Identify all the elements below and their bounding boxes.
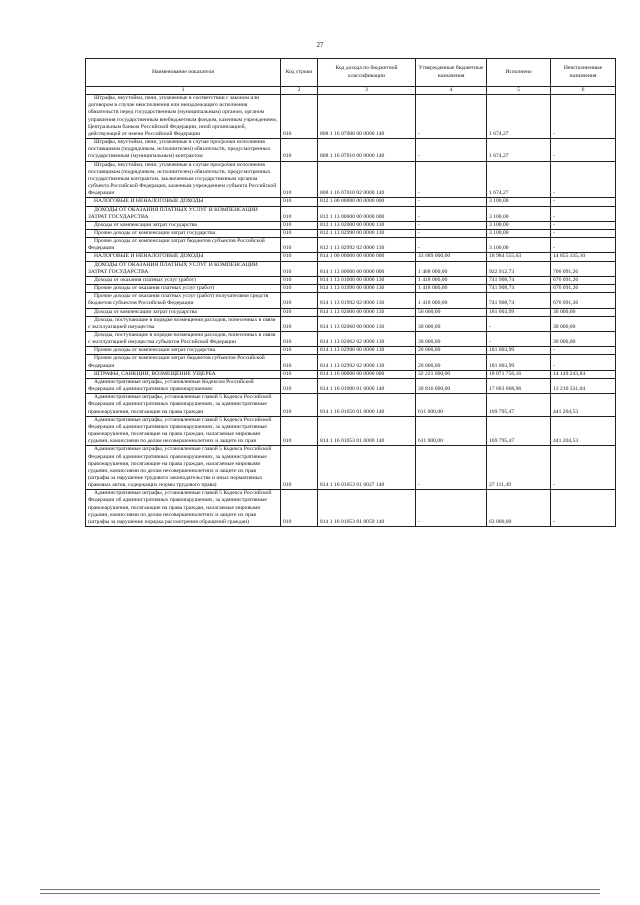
indicator-name-cell: Административные штрафы, установленные главой 5 Кодекса Российской Федерации об административных правонарушениях, за административные правонарушения, посягающие на права граждан xyxy=(86,394,281,416)
unexecuted-amount-cell: - xyxy=(551,347,616,355)
indicator-name-cell: Прочие доходы от оказания платных услуг (работ) получателями средств бюджетов субъектов Российской Федерации xyxy=(86,293,281,308)
executed-amount-cell: 741 908,74 xyxy=(487,285,551,293)
column-index: 2 xyxy=(281,87,318,95)
executed-amount-cell: 169 795,47 xyxy=(487,394,551,416)
approved-amount-cell: - xyxy=(416,139,487,161)
approved-amount-cell: 50 000,00 xyxy=(416,308,487,316)
executed-amount-cell: 3 100,00 xyxy=(487,238,551,253)
approved-amount-cell: 611 000,00 xyxy=(416,416,487,446)
table-row xyxy=(86,355,616,370)
table-row xyxy=(86,95,616,139)
indicator-name-cell: Административные штрафы, установленные главой 5 Кодекса Российской Федерации об административных правонарушениях, за административные правонарушения, посягающие на права граждан, налагаемые мировыми судьями, комиссиями по делам несовершеннолетних и защите их прав xyxy=(86,416,281,446)
approved-amount-cell: - xyxy=(416,198,487,206)
unexecuted-amount-cell: - xyxy=(551,490,616,527)
line-code-cell: 010 xyxy=(281,316,318,331)
line-code-cell: 010 xyxy=(281,490,318,527)
unexecuted-amount-cell: - xyxy=(551,221,616,229)
approved-amount-cell: 30 816 000,00 xyxy=(416,378,487,393)
income-code-cell: 814 1 16 01053 01 0000 140 xyxy=(318,416,416,446)
indicator-name-cell: Прочие доходы от компенсации затрат бюджетов субъектов Российской Федерации xyxy=(86,355,281,370)
line-code-cell: 010 xyxy=(281,229,318,237)
column-index: 5 xyxy=(487,87,551,95)
executed-amount-cell: 169 795,47 xyxy=(487,416,551,446)
line-code-cell: 010 xyxy=(281,332,318,347)
approved-amount-cell: - xyxy=(416,221,487,229)
unexecuted-amount-cell: 30 000,00 xyxy=(551,316,616,331)
line-code-cell: 010 xyxy=(281,347,318,355)
executed-amount-cell: 922 912,73 xyxy=(487,261,551,276)
executed-amount-cell: 18 984 555,03 xyxy=(487,253,551,261)
indicator-name-cell: Прочие доходы от компенсации затрат бюджетов субъектов Российской Федерации xyxy=(86,238,281,253)
line-code-cell: 010 xyxy=(281,238,318,253)
indicator-name-cell: ДОХОДЫ ОТ ОКАЗАНИЯ ПЛАТНЫХ УСЛУГ И КОМПЕНСАЦИИ ЗАТРАТ ГОСУДАРСТВА xyxy=(86,206,281,221)
approved-amount-cell: 1 418 000,00 xyxy=(416,276,487,284)
indicator-name-cell: Доходы, поступающие в порядке возмещения расходов, понесенных в связи с эксплуатацией имущества xyxy=(86,316,281,331)
income-code-cell: 814 1 16 01050 01 0000 140 xyxy=(318,394,416,416)
income-code-cell: 812 1 00 00000 00 0000 000 xyxy=(318,198,416,206)
table-row xyxy=(86,276,616,284)
unexecuted-amount-cell: 676 091,26 xyxy=(551,293,616,308)
table-row xyxy=(86,394,616,416)
line-code-cell: 010 xyxy=(281,161,318,198)
line-code-cell: 010 xyxy=(281,293,318,308)
table-header xyxy=(86,59,616,95)
bottom-rule xyxy=(40,893,600,894)
column-index: 3 xyxy=(318,87,416,95)
table-row xyxy=(86,221,616,229)
table-row xyxy=(86,347,616,355)
unexecuted-amount-cell: - xyxy=(551,229,616,237)
income-code-cell: 814 1 13 01992 02 0000 130 xyxy=(318,293,416,308)
page-number: 27 xyxy=(316,41,324,49)
approved-amount-cell: - xyxy=(416,95,487,139)
table-row xyxy=(86,229,616,237)
approved-amount-cell: 1 418 000,00 xyxy=(416,285,487,293)
unexecuted-amount-cell: 441 204,53 xyxy=(551,416,616,446)
approved-amount-cell: 20 000,00 xyxy=(416,355,487,370)
income-code-cell: 814 1 13 02062 02 0000 130 xyxy=(318,332,416,347)
approved-amount-cell: - xyxy=(416,161,487,198)
table-body xyxy=(86,95,616,527)
table-row xyxy=(86,308,616,316)
income-code-cell: 814 1 13 02000 00 0000 130 xyxy=(318,308,416,316)
approved-amount-cell: - xyxy=(416,238,487,253)
income-code-cell: 814 1 13 01990 00 0000 130 xyxy=(318,285,416,293)
unexecuted-amount-cell: - xyxy=(551,355,616,370)
unexecuted-amount-cell: 441 204,53 xyxy=(551,394,616,416)
unexecuted-amount-cell: - xyxy=(551,198,616,206)
table-row xyxy=(86,293,616,308)
header-income-code: Код дохода по бюджетной классификации xyxy=(318,59,416,87)
line-code-cell: 010 xyxy=(281,198,318,206)
approved-amount-cell: - xyxy=(416,446,487,490)
unexecuted-amount-cell: 14 149 243,84 xyxy=(551,370,616,378)
income-code-cell: 814 1 00 00000 00 0000 000 xyxy=(318,253,416,261)
executed-amount-cell: 1 674,27 xyxy=(487,161,551,198)
indicator-name-cell: Административные штрафы, установленные главой 5 Кодекса Российской Федерации об административных правонарушениях, за административные правонарушения, посягающие на права граждан, налагаемые мировыми судьями, комиссиями по делам несовершеннолетних и защите их прав (штрафы за нарушение порядка рассмотрения обращений граждан) xyxy=(86,490,281,527)
income-code-cell: 814 1 16 01053 01 0027 140 xyxy=(318,446,416,490)
income-code-cell: 814 1 13 00000 00 0000 000 xyxy=(318,261,416,276)
approved-amount-cell: 30 000,00 xyxy=(416,332,487,347)
executed-amount-cell: 63 000,00 xyxy=(487,490,551,527)
income-code-cell: 808 1 16 07010 02 0000 140 xyxy=(318,161,416,198)
approved-amount-cell: 33 689 000,00 xyxy=(416,253,487,261)
table-row xyxy=(86,206,616,221)
approved-amount-cell: 20 000,00 xyxy=(416,347,487,355)
executed-amount-cell: 18 071 756,16 xyxy=(487,370,551,378)
table-row xyxy=(86,370,616,378)
table-row xyxy=(86,446,616,490)
executed-amount-cell: 3 100,00 xyxy=(487,198,551,206)
column-index: 6 xyxy=(551,87,616,95)
line-code-cell: 010 xyxy=(281,253,318,261)
approved-amount-cell: 32 221 000,00 xyxy=(416,370,487,378)
column-index: 1 xyxy=(86,87,281,95)
executed-amount-cell: 741 908,74 xyxy=(487,293,551,308)
indicator-name-cell: Прочие доходы от компенсации затрат государства xyxy=(86,229,281,237)
table-row xyxy=(86,261,616,276)
unexecuted-amount-cell: - xyxy=(551,139,616,161)
line-code-cell: 010 xyxy=(281,285,318,293)
executed-amount-cell: 181 003,99 xyxy=(487,355,551,370)
table-row xyxy=(86,161,616,198)
approved-amount-cell: 1 468 000,00 xyxy=(416,261,487,276)
income-code-cell: 814 1 13 02060 00 0000 130 xyxy=(318,316,416,331)
bottom-rule xyxy=(40,889,600,890)
table-row xyxy=(86,332,616,347)
header-row xyxy=(86,59,616,87)
header-line-code: Код строки xyxy=(281,59,318,87)
indicator-name-cell: Штрафы, неустойки, пени, уплаченные в случае просрочки исполнения поставщиком (подрядчиком, исполнителем) обязательств, предусмотренных государственным контрактом, заключенным государственным органом субъекта Российской Федерации, казенным учреждением субъекта Российской Федерации xyxy=(86,161,281,198)
header-unexecuted: Неисполненные назначения xyxy=(551,59,616,87)
unexecuted-amount-cell: 706 091,26 xyxy=(551,261,616,276)
unexecuted-amount-cell: 30 000,00 xyxy=(551,308,616,316)
executed-amount-cell: 741 908,74 xyxy=(487,276,551,284)
income-code-cell: 808 1 16 07010 00 0000 140 xyxy=(318,139,416,161)
table-row xyxy=(86,253,616,261)
executed-amount-cell: 181 003,99 xyxy=(487,308,551,316)
income-code-cell: 808 1 16 07000 00 0000 140 xyxy=(318,95,416,139)
table-row xyxy=(86,378,616,393)
line-code-cell: 010 xyxy=(281,308,318,316)
table-row xyxy=(86,139,616,161)
indicator-name-cell: НАЛОГОВЫЕ И НЕНАЛОГОВЫЕ ДОХОДЫ xyxy=(86,198,281,206)
line-code-cell: 010 xyxy=(281,355,318,370)
table-row xyxy=(86,416,616,446)
line-code-cell: 010 xyxy=(281,95,318,139)
unexecuted-amount-cell: 676 091,26 xyxy=(551,276,616,284)
executed-amount-cell: 1 674,27 xyxy=(487,139,551,161)
header-approved: Утвержденные бюджетные назначения xyxy=(416,59,487,87)
indicator-name-cell: Доходы от компенсации затрат государства xyxy=(86,221,281,229)
unexecuted-amount-cell: - xyxy=(551,446,616,490)
header-executed: Исполнено xyxy=(487,59,551,87)
income-code-cell: 814 1 13 02990 00 0000 130 xyxy=(318,347,416,355)
indicator-name-cell: Доходы от оказания платных услуг (работ) xyxy=(86,276,281,284)
approved-amount-cell: 611 000,00 xyxy=(416,394,487,416)
income-code-cell: 814 1 16 01000 01 0000 140 xyxy=(318,378,416,393)
income-code-cell: 814 1 16 01053 01 0059 140 xyxy=(318,490,416,527)
line-code-cell: 010 xyxy=(281,261,318,276)
indicator-name-cell: Административные штрафы, установленные главой 5 Кодекса Российской Федерации об административных правонарушениях, за административные правонарушения, посягающие на права граждан, налагаемые мировыми судьями, комиссиями по делам несовершеннолетних и защите их прав (штрафы за нарушение трудового законодательства и иных нормативных правовых актов, содержащих нормы трудового права) xyxy=(86,446,281,490)
line-code-cell: 010 xyxy=(281,378,318,393)
income-code-cell: 812 1 13 02990 00 0000 130 xyxy=(318,229,416,237)
unexecuted-amount-cell: - xyxy=(551,161,616,198)
line-code-cell: 010 xyxy=(281,370,318,378)
line-code-cell: 010 xyxy=(281,446,318,490)
column-index-row xyxy=(86,87,616,95)
unexecuted-amount-cell: - xyxy=(551,95,616,139)
approved-amount-cell: - xyxy=(416,206,487,221)
executed-amount-cell: 3 100,00 xyxy=(487,206,551,221)
line-code-cell: 010 xyxy=(281,221,318,229)
income-code-cell: 812 1 13 02992 02 0000 130 xyxy=(318,238,416,253)
executed-amount-cell: 17 603 668,96 xyxy=(487,378,551,393)
unexecuted-amount-cell: 14 855 335,10 xyxy=(551,253,616,261)
line-code-cell: 010 xyxy=(281,206,318,221)
indicator-name-cell: Прочие доходы от компенсации затрат государства xyxy=(86,347,281,355)
unexecuted-amount-cell: - xyxy=(551,238,616,253)
unexecuted-amount-cell: 30 000,00 xyxy=(551,332,616,347)
indicator-name-cell: Доходы от компенсации затрат государства xyxy=(86,308,281,316)
approved-amount-cell: 30 000,00 xyxy=(416,316,487,331)
table-row xyxy=(86,198,616,206)
approved-amount-cell: - xyxy=(416,490,487,527)
indicator-name-cell: Административные штрафы, установленные Кодексом Российской Федерации об административных правонарушениях xyxy=(86,378,281,393)
indicator-name-cell: Прочие доходы от оказания платных услуг (работ) xyxy=(86,285,281,293)
indicator-name-cell: НАЛОГОВЫЕ И НЕНАЛОГОВЫЕ ДОХОДЫ xyxy=(86,253,281,261)
executed-amount-cell: 3 100,00 xyxy=(487,221,551,229)
executed-amount-cell: - xyxy=(487,316,551,331)
line-code-cell: 010 xyxy=(281,394,318,416)
column-index: 4 xyxy=(416,87,487,95)
table-row xyxy=(86,490,616,527)
unexecuted-amount-cell: - xyxy=(551,206,616,221)
executed-amount-cell: 1 674,27 xyxy=(487,95,551,139)
executed-amount-cell: 181 003,99 xyxy=(487,347,551,355)
income-code-cell: 814 1 16 00000 00 0000 000 xyxy=(318,370,416,378)
indicator-name-cell: Штрафы, неустойки, пени, уплаченные в случае просрочки исполнения поставщиком (подрядчиком, исполнителем) обязательств, предусмотренных государственным (муниципальным) контрактом xyxy=(86,139,281,161)
income-code-cell: 812 1 13 00000 00 0000 000 xyxy=(318,206,416,221)
indicator-name-cell: ДОХОДЫ ОТ ОКАЗАНИЯ ПЛАТНЫХ УСЛУГ И КОМПЕНСАЦИИ ЗАТРАТ ГОСУДАРСТВА xyxy=(86,261,281,276)
executed-amount-cell: 3 100,00 xyxy=(487,229,551,237)
table-row xyxy=(86,285,616,293)
income-code-cell: 814 1 13 01000 00 0000 130 xyxy=(318,276,416,284)
indicator-name-cell: ШТРАФЫ, САНКЦИИ, ВОЗМЕЩЕНИЕ УЩЕРБА xyxy=(86,370,281,378)
line-code-cell: 010 xyxy=(281,139,318,161)
indicator-name-cell: Доходы, поступающие в порядке возмещения расходов, понесенных в связи с эксплуатацией имущества субъектов Российской Федерации xyxy=(86,332,281,347)
table-row xyxy=(86,316,616,331)
unexecuted-amount-cell: 676 091,26 xyxy=(551,285,616,293)
approved-amount-cell: 1 418 000,00 xyxy=(416,293,487,308)
table-row xyxy=(86,238,616,253)
unexecuted-amount-cell: 13 210 331,04 xyxy=(551,378,616,393)
income-code-cell: 812 1 13 02000 00 0000 130 xyxy=(318,221,416,229)
line-code-cell: 010 xyxy=(281,416,318,446)
executed-amount-cell: - xyxy=(487,332,551,347)
header-indicator-name: Наименование показателя xyxy=(86,59,281,87)
revenue-report-table xyxy=(85,58,616,527)
line-code-cell: 010 xyxy=(281,276,318,284)
indicator-name-cell: Штрафы, неустойки, пени, уплаченные в соответствии с законом или договором в случае неисполнения или ненадлежащего исполнения обязательств перед государственным (муниципальным) органом, органом управления государственным внебюджетным фондом, казенным учреждением, Центральным банком Российской Федерации, иной организацией, действующей от имени Российской Федерации xyxy=(86,95,281,139)
income-code-cell: 814 1 13 02992 02 0000 130 xyxy=(318,355,416,370)
executed-amount-cell: 27 111,49 xyxy=(487,446,551,490)
approved-amount-cell: - xyxy=(416,229,487,237)
